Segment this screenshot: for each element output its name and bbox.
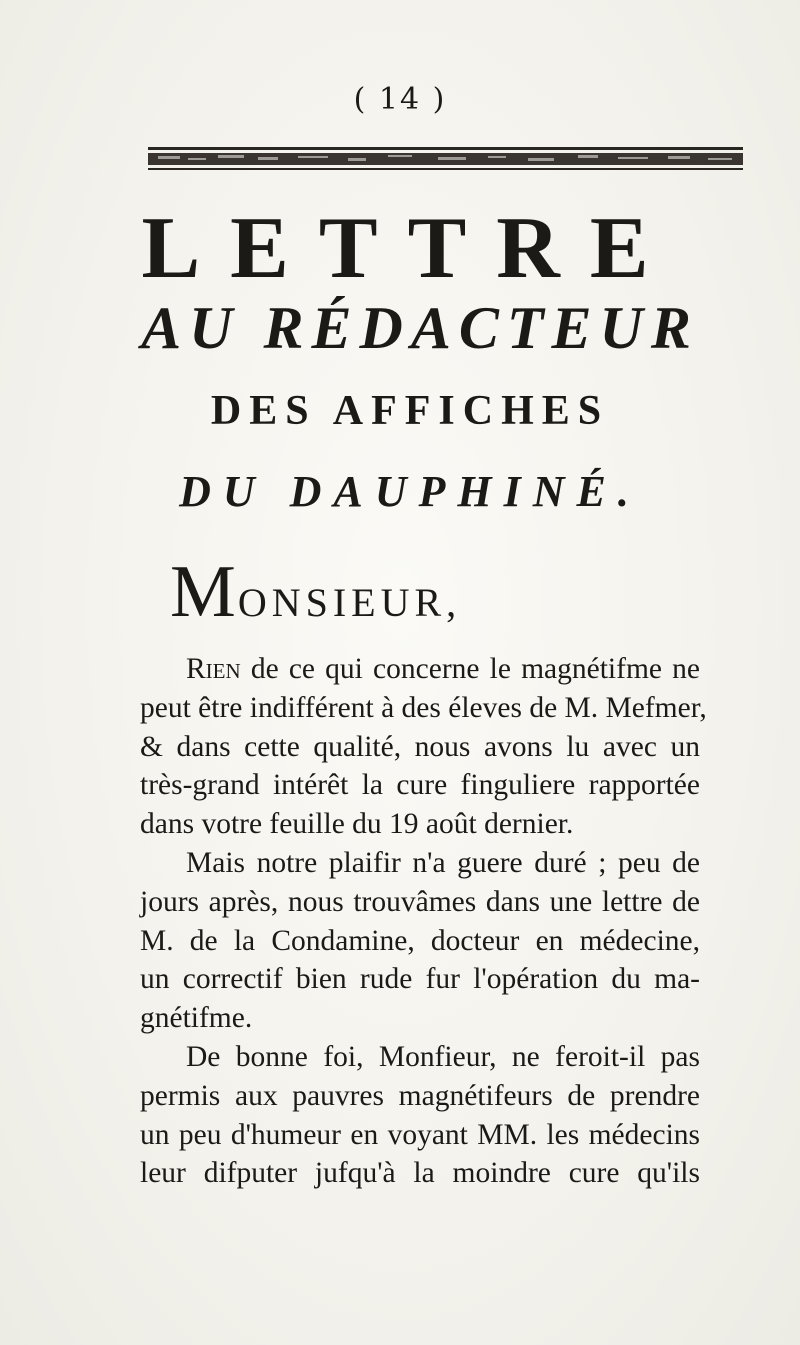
text-line: jours après, nous trouvâmes dans une lettre de xyxy=(140,885,700,918)
text-line: leur difputer jufqu'à la moindre cure qu'ils xyxy=(140,1157,700,1190)
salutation-initial: M xyxy=(170,551,238,633)
text-line: gnétifme. xyxy=(140,1002,253,1035)
text-line: Rien de ce qui concerne le magnétifme ne xyxy=(186,653,700,685)
text-line: très-grand intérêt la cure finguliere rapportée xyxy=(140,769,700,802)
text-line: un peu d'humeur en voyant MM. les médecins xyxy=(140,1118,700,1151)
text-line: De bonne foi, Monfieur, ne feroit-il pas xyxy=(186,1040,700,1073)
text-line: un correctif bien rude fur l'opération du ma- xyxy=(140,963,700,996)
text-line: Mais notre plaifir n'a guere duré ; peu de xyxy=(186,846,700,879)
title-lettre: LETTRE xyxy=(141,200,679,297)
text-line: M. de la Condamine, docteur en médecine, xyxy=(140,924,700,957)
page-number: ( 14 ) xyxy=(353,82,447,117)
text-line: permis aux pauvres magnétifeurs de prendre xyxy=(140,1079,700,1112)
letter-body xyxy=(140,650,707,1193)
text-line: dans votre feuille du 19 août dernier. xyxy=(140,808,574,841)
lead-word: Rien xyxy=(186,653,241,685)
salutation-rest: ONSIEUR, xyxy=(237,580,462,625)
salutation xyxy=(170,551,670,633)
title-du-dauphine: DU DAUPHINÉ. xyxy=(179,467,641,516)
text-line: peut être indifférent à des éleves de M. Mefmer, xyxy=(140,691,707,724)
text-line: & dans cette qualité, nous avons lu avec un xyxy=(140,730,700,763)
title-au-redacteur: AU RÉDACTEUR xyxy=(141,295,699,361)
ornamental-rule xyxy=(148,145,743,173)
title-des-affiches: DES AFFICHES xyxy=(210,388,610,434)
